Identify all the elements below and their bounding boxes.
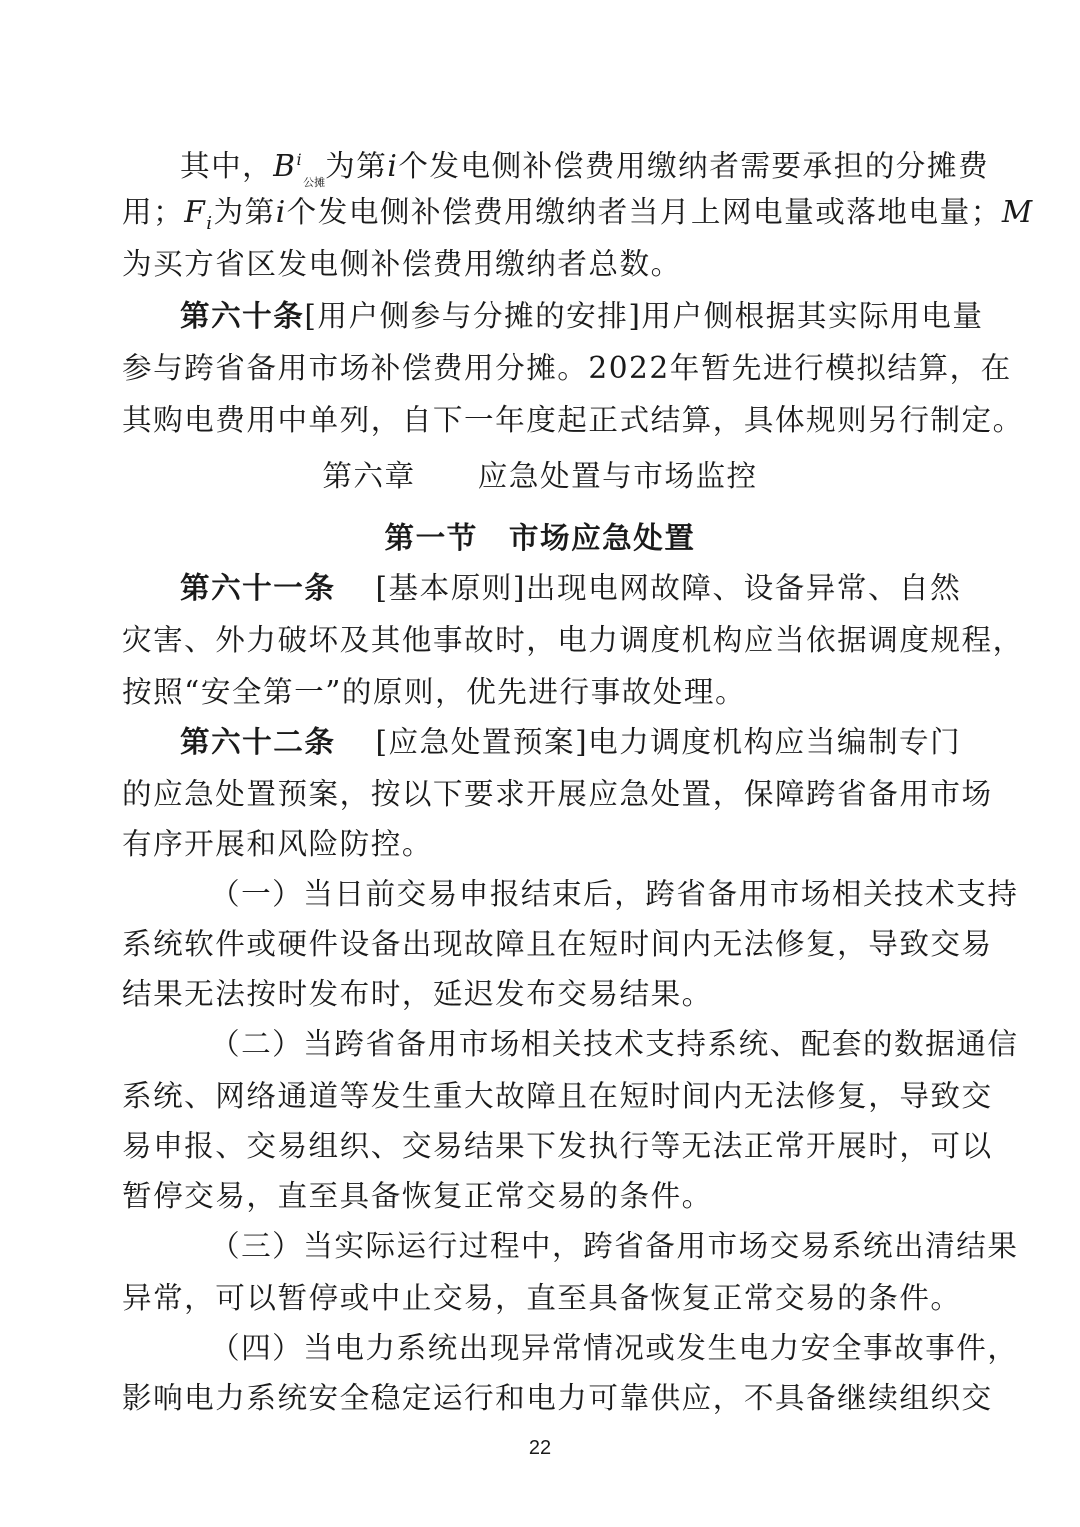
- article-number: 第六十二条: [180, 724, 336, 759]
- paragraph-line: 系统软件或硬件设备出现故障且在短时间内无法修复，导致交易: [122, 927, 993, 961]
- text-span: [应急处置预案]电力调度机构应当编制专门: [375, 725, 962, 759]
- math-variable-B: $B^i_{公摊}$: [273, 148, 326, 189]
- text-span: 个发电侧补偿费用缴纳者当月上网电量或落地电量；: [286, 195, 1002, 229]
- paragraph-line: [180, 134, 990, 189]
- text-span: 其中，: [180, 148, 274, 183]
- list-item-line: （一）当日前交易申报结束后，跨省备用市场相关技术支持: [210, 877, 1019, 911]
- paragraph-line: 结果无法按时发布时，延迟发布交易结果。: [122, 977, 713, 1011]
- math-variable-M: M: [1001, 195, 1034, 229]
- paragraph-line: [122, 186, 1034, 238]
- math-variable-i: i: [387, 148, 399, 183]
- paragraph-line: 系统、网络通道等发生重大故障且在短时间内无法修复，导致交: [122, 1079, 993, 1113]
- math-variable-i: i: [275, 195, 287, 229]
- page-number: 22: [528, 1437, 552, 1459]
- article-60-line: [180, 290, 984, 342]
- paragraph-line: 有序开展和风险防控。: [122, 827, 433, 861]
- text-span: 为第: [325, 148, 388, 183]
- paragraph-line: 按照“安全第一”的原则，优先进行事故处理。: [122, 675, 747, 709]
- math-variable-F: $F_i$: [184, 195, 214, 234]
- article-61-line: [180, 562, 962, 614]
- paragraph-line: 参与跨省备用市场补偿费用分摊。2022年暂先进行模拟结算，在: [122, 351, 1012, 385]
- list-item-line: （四）当电力系统出现异常情况或发生电力安全事故事件，: [210, 1331, 1019, 1365]
- text-span: 为第: [213, 195, 276, 229]
- article-number: 第六十一条: [180, 570, 336, 605]
- text-span: [用户侧参与分摊的安排]用户侧根据其实际用电量: [304, 299, 984, 333]
- list-item-line: （二）当跨省备用市场相关技术支持系统、配套的数据通信: [210, 1027, 1019, 1061]
- paragraph-line: 暂停交易，直至具备恢复正常交易的条件。: [122, 1179, 713, 1213]
- article-62-line: [180, 716, 962, 768]
- paragraph-line: 为买方省区发电侧补偿费用缴纳者总数。: [122, 247, 682, 281]
- text-span: 用；: [122, 195, 185, 229]
- article-number: 第六十条: [180, 298, 305, 333]
- paragraph-line: 异常，可以暂停或中止交易，直至具备恢复正常交易的条件。: [122, 1281, 962, 1315]
- paragraph-line: 其购电费用中单列，自下一年度起正式结算，具体规则另行制定。: [122, 403, 1024, 437]
- chapter-heading: 第六章 应急处置与市场监控: [322, 459, 758, 493]
- paragraph-line: 的应急处置预案，按以下要求开展应急处置，保障跨省备用市场: [122, 777, 993, 811]
- paragraph-line: 易申报、交易组织、交易结果下发执行等无法正常开展时，可以: [122, 1129, 993, 1163]
- text-span: 个发电侧补偿费用缴纳者需要承担的分摊费: [398, 148, 990, 183]
- paragraph-line: 灾害、外力破坏及其他事故时，电力调度机构应当依据调度规程，: [122, 623, 1024, 657]
- paragraph-line: 影响电力系统安全稳定运行和电力可靠供应，不具备继续组织交: [122, 1381, 993, 1415]
- section-heading: 第一节 市场应急处置: [384, 520, 696, 555]
- list-item-line: （三）当实际运行过程中，跨省备用市场交易系统出清结果: [210, 1229, 1019, 1263]
- text-span: [基本原则]出现电网故障、设备异常、自然: [375, 571, 962, 605]
